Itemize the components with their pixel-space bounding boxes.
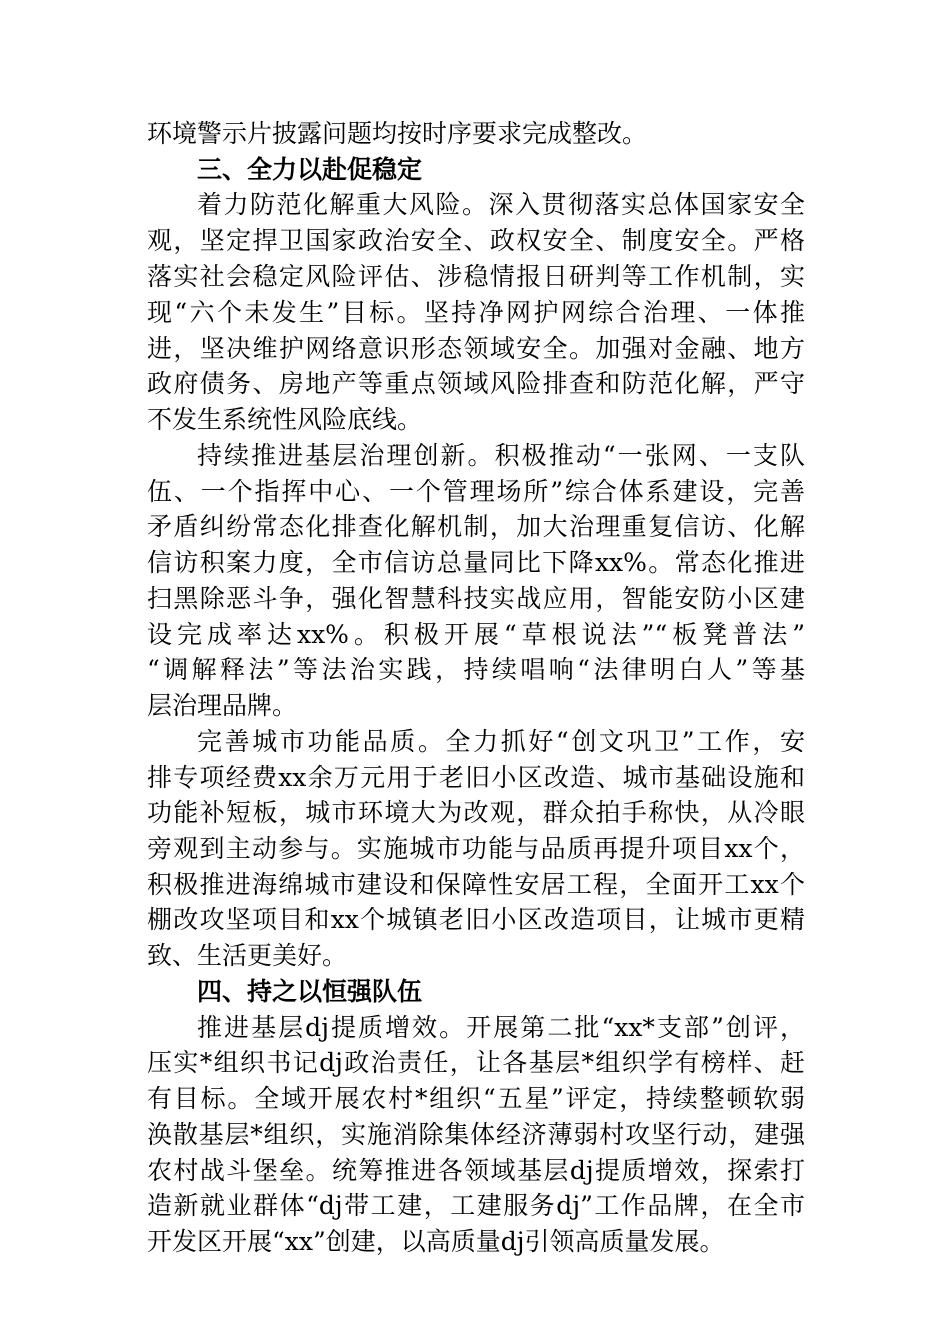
paragraph-city-line-3: 功能补短板，城市环境大为改观，群众拍手称快，从冷眼: [147, 798, 805, 827]
paragraph-governance-line-7: “调解释法”等法治实践，持续唱响“法律明白人”等基: [147, 655, 805, 684]
paragraph-city-line-5: 积极推进海绵城市建设和保障性安居工程，全面开工xx个: [147, 870, 805, 899]
paragraph-governance-line-1: 持续推进基层治理创新。积极推动“一张网、一支队: [197, 441, 805, 470]
paragraph-risk-line-6: 政府债务、房地产等重点领域风险排查和防范化解，严守: [147, 369, 805, 398]
paragraph-party-line-2: 压实*组织书记dj政治责任，让各基层*组织学有榜样、赶: [147, 1048, 805, 1077]
paragraph-risk-line-5: 进，坚决维护网络意识形态领域安全。加强对金融、地方: [147, 334, 805, 363]
paragraph-party-line-4: 涣散基层*组织，实施消除集体经济薄弱村攻坚行动，建强: [147, 1120, 805, 1149]
paragraph-risk-line-4: 现“六个未发生”目标。坚持净网护网综合治理、一体推: [147, 298, 805, 327]
paragraph-governance-line-6: 设完成率达xx%。积极开展“草根说法”“板凳普法”: [147, 620, 805, 649]
paragraph-city-line-4: 旁观到主动参与。实施城市功能与品质再提升项目xx个，: [147, 834, 805, 863]
paragraph-risk-line-3: 落实社会稳定风险评估、涉稳情报日研判等工作机制，实: [147, 262, 805, 291]
paragraph-governance-line-5: 扫黑除恶斗争，强化智慧科技实战应用，智能安防小区建: [147, 584, 805, 613]
body-line-1: 环境警示片披露问题均按时序要求完成整改。: [147, 119, 648, 148]
paragraph-governance-line-2: 伍、一个指挥中心、一个管理场所”综合体系建设，完善: [147, 477, 805, 506]
paragraph-city-line-6: 棚改攻坚项目和xx个城镇老旧小区改造项目，让城市更精: [147, 905, 805, 934]
section-heading-3: 三、全力以赴促稳定: [197, 155, 423, 184]
paragraph-risk-line-2: 观，坚定捍卫国家政治安全、政权安全、制度安全。严格: [147, 226, 805, 255]
paragraph-governance-line-8: 层治理品牌。: [147, 691, 298, 720]
section-heading-4: 四、持之以恒强队伍: [197, 977, 423, 1006]
paragraph-party-line-5: 农村战斗堡垒。统筹推进各领域基层dj提质增效，探索打: [147, 1156, 805, 1185]
paragraph-city-line-1: 完善城市功能品质。全力抓好“创文巩卫”工作，安: [197, 727, 805, 756]
paragraph-risk-line-1: 着力防范化解重大风险。深入贯彻落实总体国家安全: [197, 190, 805, 219]
paragraph-governance-line-4: 信访积案力度，全市信访总量同比下降xx%。常态化推进: [147, 548, 805, 577]
paragraph-party-line-7: 开发区开展“xx”创建，以高质量dj引领高质量发展。: [147, 1227, 725, 1256]
paragraph-city-line-7: 致、生活更美好。: [147, 941, 348, 970]
paragraph-party-line-6: 造新就业群体“dj带工建，工建服务dj”工作品牌，在全市: [147, 1191, 805, 1220]
paragraph-governance-line-3: 矛盾纠纷常态化排查化解机制，加大治理重复信访、化解: [147, 512, 805, 541]
paragraph-risk-line-7: 不发生系统性风险底线。: [147, 405, 423, 434]
paragraph-city-line-2: 排专项经费xx余万元用于老旧小区改造、城市基础设施和: [147, 763, 805, 792]
paragraph-party-line-1: 推进基层dj提质增效。开展第二批“xx*支部”创评，: [197, 1013, 805, 1042]
paragraph-party-line-3: 有目标。全域开展农村*组织“五星”评定，持续整顿软弱: [147, 1084, 805, 1113]
